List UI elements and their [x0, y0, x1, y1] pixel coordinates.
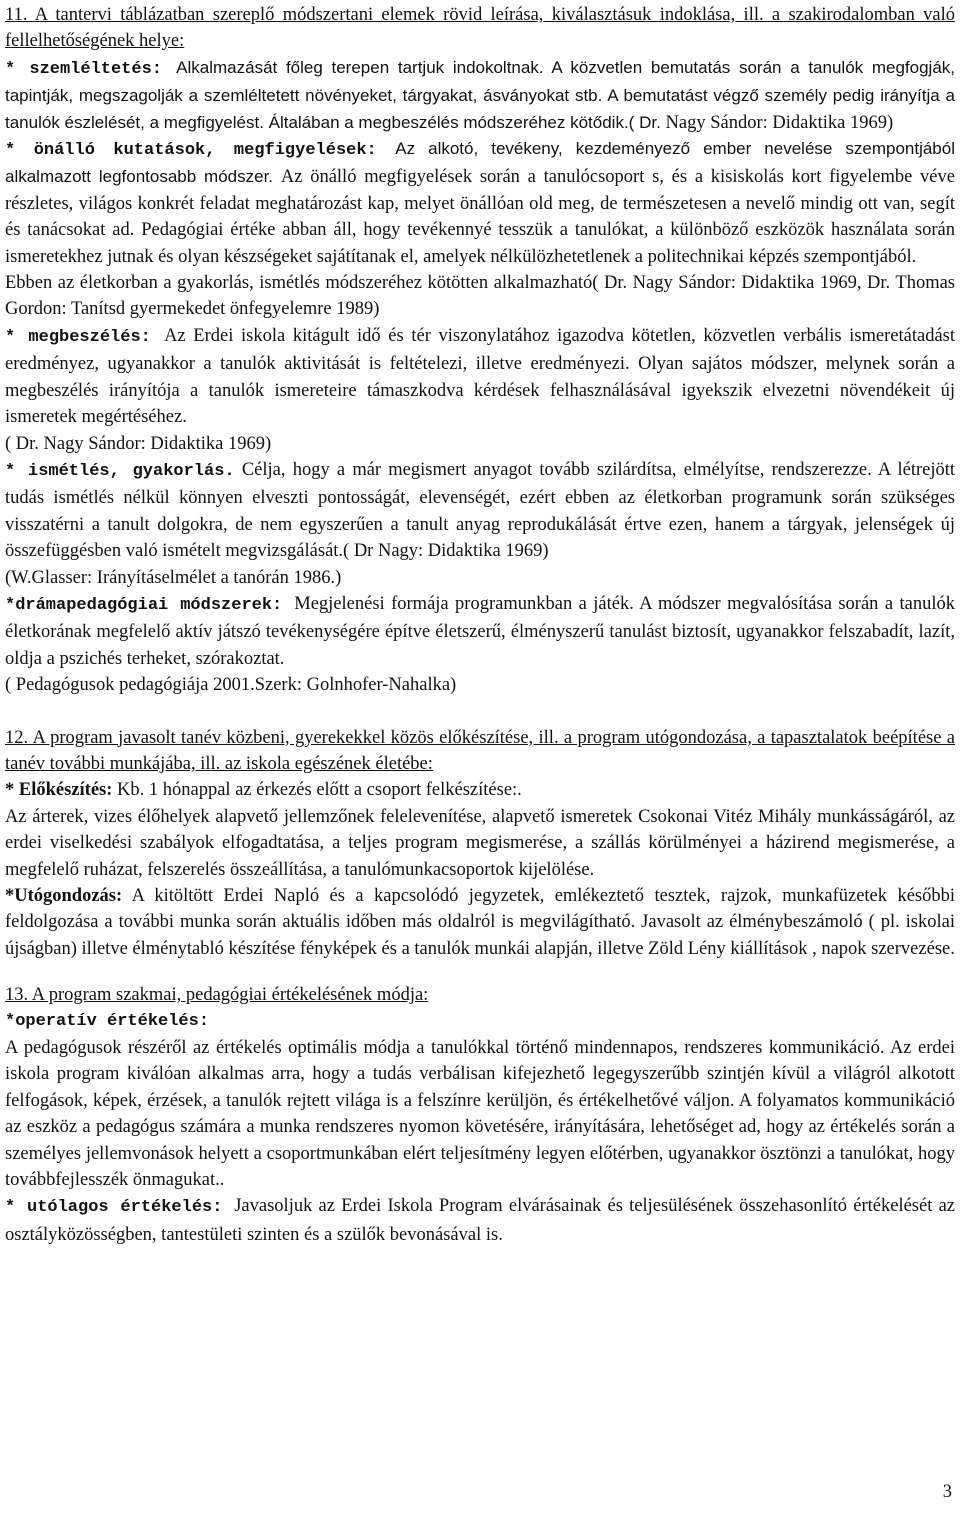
term-label-operativ: *operatív értékelés: — [5, 1011, 210, 1031]
paragraph-onallo-kutatasok — [5, 136, 955, 270]
paragraph-ismetles — [5, 457, 955, 565]
paragraph-text: A kitöltött Erdei Napló és a kapcsolódó jegyzetek, emlékeztető tesztek, rajzok, munkafüzetek későbbi feldolgozása a további munka során aktuális időben más oldalról is megvilágítható. Javasolt az élménybeszámoló ( pl. iskolai újságban) illetve élménytabló készítése fényképek és a tanulók munkái alapján, illetve Zöld Lény kiállítások , napok szervezése. — [5, 886, 955, 959]
citation: Nagy Sándor: Didaktika 1969) — [665, 112, 894, 133]
paragraph-operativ-ertekeles: A pedagógusok részéről az értékelés optimális módja a tanulókkal történő mindennapos, rendszeres kommunikáció. Az erdei iskola program kiválóan alkalmas arra, hogy a tudás verbálisan kifejezhető legegyszerűbb szintjén kívül a világról alkotott felfogások, képek, érzések, a tanulók rejtett világa is a felszínre kerüljön, és értékelhetővé váljon. A folyamatos kommunikáció az eszköz a pedagógus számára a munka rendszeres nyomon követésére, irányítására, lehetőséget ad, hogy az értékelés során a személyes jellemvonások helyett a csoportmunkában elért teljesítmény legyen előtérben, ugyanakkor ösztönzi a tanulókat, hogy továbbfejlesszék önmagukat.. — [5, 1038, 955, 1191]
section-12-heading: 12. A program javasolt tanév közbeni, gyerekekkel közös előkészítése, ill. a program utógondozása, a tapasztalatok beépítése a tanév további munkájába, ill. az iskola egészének életébe: — [5, 727, 955, 774]
paragraph-gyakorlas-citation: Ebben az életkorban a gyakorlás, ismétlés módszeréhez kötötten alkalmazható( Dr. Nagy Sándor: Didaktika 1969, Dr. Thomas Gordon: Tanítsd gyermekedet önfegyelemre 1989) — [5, 273, 955, 320]
paragraph-elokeszites — [5, 777, 955, 803]
document-page — [5, 2, 955, 1248]
paragraph-text: Az alkotó, tevékeny, kezdeményező ember nevelése szempontjából alkalmazott legfontosabb módszer. — [5, 139, 955, 187]
spacer — [5, 962, 955, 982]
citation: ( Pedagógusok pedagógiája 2001.Szerk: Golnhofer-Nahalka) — [5, 675, 457, 696]
term-label: * szemléltetés: — [5, 59, 177, 79]
page-number: 3 — [942, 1482, 952, 1502]
citation: (W.Glasser: Irányításelmélet a tanórán 1986.) — [5, 567, 342, 588]
term-label: * Előkészítés: — [5, 780, 113, 801]
term-label: * megbeszélés: — [5, 327, 165, 347]
paragraph-arterek: Az árterek, vizes élőhelyek alapvető jellemzőnek felelevenítése, alapvető ismeretek Csokonai Vitéz Mihály munkásságáról, az erdei viselkedési szabályok elfogadtatása, a teljes program megismerése, a szállás körülményei a házirend megismerése, a megfelelő ruházat, felszerelés összeállítása, a tanulómunkacsoportok kijelölése. — [5, 806, 955, 880]
term-label: * ismétlés, gyakorlás. — [5, 461, 235, 481]
section-13-heading: 13. A program szakmai, pedagógiai értékelésének módja: — [5, 985, 429, 1006]
paragraph-szemleltetes — [5, 55, 955, 136]
paragraph-utolagos-ertekeles — [5, 1193, 955, 1248]
paragraph-megbeszeles — [5, 323, 955, 431]
spacer — [5, 699, 955, 725]
paragraph-text: Célja, hogy a már megismert anyagot tovább szilárdítsa, elmélyítse, rendszerezze. A létrejött tudás ismétlés nélkül könnyen elveszti pontosságát, elevenségét, ezért ebben az életkorban programunk során szükséges visszatérni a tanult dolgokra, de nem egyszerűen a tanult anyag reprodukálását értve ezen, hanem a tárgyak, jelenségek új összefüggésben való ismételt megvizsgálását.( Dr Nagy: Didaktika 1969) — [5, 459, 956, 562]
paragraph-text: Az Erdei iskola kitágult idő és tér viszonylatához igazodva kötetlen, közvetlen verbális ismeretátadást eredményez, ugyanakkor a tanulók aktivitását is feltételezi, illetve eredményezi. Olyan sajátos módszer, melynek során a megbeszélés irányítója a tanulók ismereteire támaszkodva kérdések felhasználásával igyekszik elvezetni növendékeit új ismeretek megértéséhez. — [5, 325, 955, 428]
citation: ( Dr. Nagy Sándor: Didaktika 1969) — [5, 433, 272, 454]
term-label: * önálló kutatások, megfigyelések: — [5, 141, 396, 161]
paragraph-text: Alkalmazását főleg terepen tartjuk indokoltnak. A közvetlen bemutatás során a tanulók megfogják, tapintják, megszagolják a szemléltetett növényeket, tárgyakat, ásványokat stb. A bemutatást végző személy pedig irányítja a tanulók észlelését, a megfigyelést. Általában a megbeszélés módszeréhez kötődik.( Dr. — [5, 57, 955, 132]
section-11-heading: 11. A tantervi táblázatban szereplő módszertani elemek rövid leírása, kiválasztásuk indoklása, ill. a szakirodalomban való fellelhetőségének helye: — [5, 5, 955, 52]
paragraph-dramapedagogia — [5, 591, 955, 672]
paragraph-text: Javasoljuk az Erdei Iskola Program elvárásainak és teljesülésének összehasonlító értékelését az osztályközösségben, tantestületi szinten és a szülők bevonásával is. — [5, 1196, 955, 1245]
paragraph-utogondozas — [5, 883, 955, 962]
paragraph-text: Megjelenési formája programunkban a játék. A módszer megvalósítása során a tanulók életkorának megfelelő aktív játszó tevékenységére építve életszerű, élményszerű tanulást biztosít, ugyanakkor felszabadít, lazít, oldja a pszichés terheket, szórakoztat. — [5, 593, 955, 669]
term-label: * utólagos értékelés: — [5, 1198, 235, 1218]
term-label: *Utógondozás: — [5, 886, 123, 906]
term-label: *drámapedagógiai módszerek: — [5, 595, 295, 615]
paragraph-text: Az önálló megfigyelések során a tanulócsoport s, és a kisiskolás kort figyelembe véve részletes, világos konkrét feladat meghatározást kap, melyet önállóan old meg, de természetesen a nevelő mindig ott van, segít és tanácsokat ad. Pedagógiai értéke abban áll, hogy tevékennyé tesszük a tanulókat, a különböző eszközök használata során ismeretekhez jutnak és olyan készségeket sajátítanak el, amelyek nélkülözhetetlenek a politechnikai képzés szempontjából. — [5, 167, 955, 267]
paragraph-text: Kb. 1 hónappal az érkezés előtt a csoport felkészítése:. — [112, 780, 522, 801]
